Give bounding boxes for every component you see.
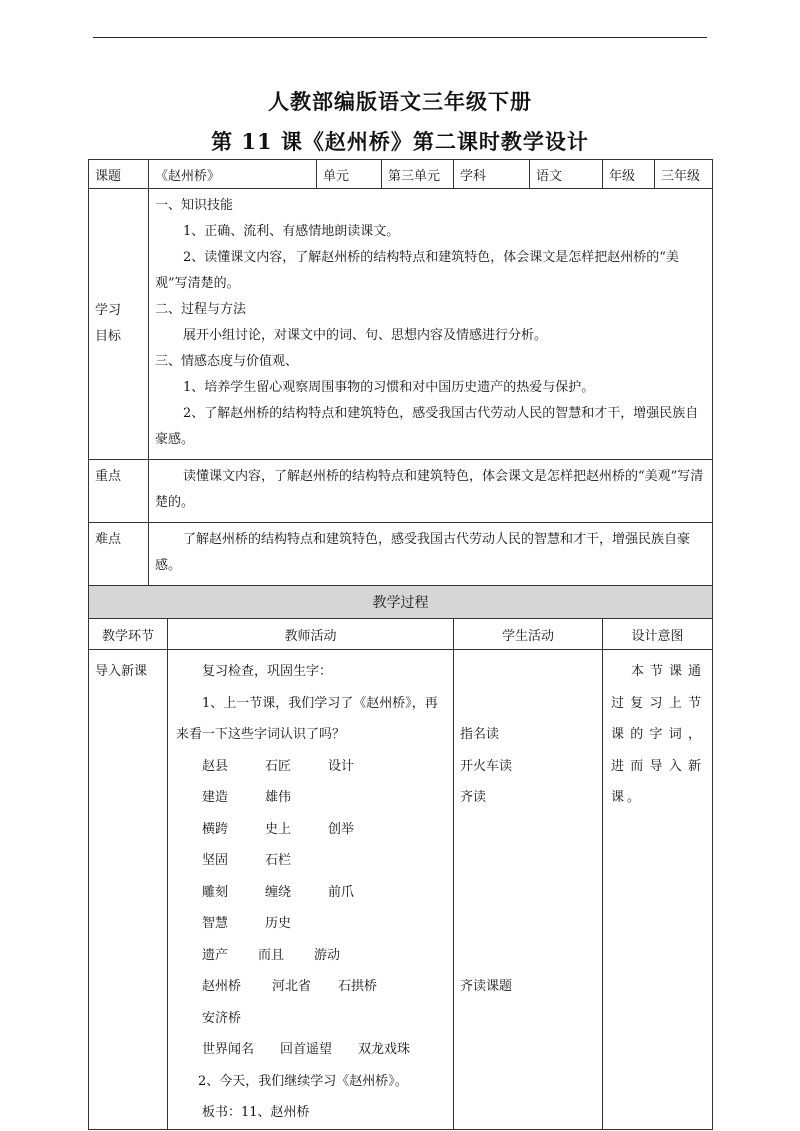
topic-label: 课题	[89, 160, 149, 189]
header-rule	[93, 37, 707, 38]
word-row	[176, 751, 445, 814]
teacher-question-1: 1、上一节课，我们学习了《赵州桥》，再来看一下这些字词认识了吗？	[176, 695, 438, 742]
objective-heading-knowledge: 一、知识技能	[155, 198, 234, 213]
word-row	[176, 1034, 445, 1066]
process-row-intro	[89, 650, 713, 1130]
objective-line: 展开小组讨论，对课文中的词、句、思想内容及情感进行分析。	[183, 328, 548, 343]
subject-label: 学科	[454, 160, 530, 189]
word: 历史	[265, 916, 292, 931]
word: 回首遥望	[280, 1042, 333, 1057]
word: 坚固	[202, 853, 229, 868]
student-action-3: 齐读	[460, 790, 487, 805]
grade-value: 三年级	[655, 160, 713, 189]
unit-label: 单元	[317, 160, 382, 189]
word: 赵州桥	[202, 979, 242, 994]
word-row	[176, 971, 445, 1034]
word: 石栏	[265, 853, 292, 868]
lesson-title: 第 11 课《赵州桥》第二课时教学设计	[211, 129, 589, 154]
student-action-1: 指名读	[460, 727, 500, 742]
difficulty-row	[89, 523, 713, 586]
col-student: 学生活动	[454, 619, 603, 650]
word: 世界闻名	[202, 1042, 255, 1057]
process-section-title: 教学过程	[89, 586, 713, 619]
objective-heading-process: 二、过程与方法	[155, 302, 247, 317]
word: 双龙戏珠	[358, 1042, 411, 1057]
process-column-headers	[89, 619, 713, 650]
topic-value: 《赵州桥》	[149, 160, 317, 189]
key-point-text: 读懂课文内容，了解赵州桥的结构特点和建筑特色，体会课文是怎样把赵州桥的“美观”写清楚的。	[149, 460, 713, 523]
word: 而且	[258, 947, 285, 963]
doc-title: 人教部编版语文三年级下册	[268, 89, 532, 114]
design-intent	[603, 650, 713, 1130]
key-point-row	[89, 460, 713, 523]
col-stage: 教学环节	[89, 619, 168, 650]
student-activity	[454, 650, 603, 1130]
word-row	[176, 814, 445, 877]
word: 赵县	[202, 758, 229, 774]
word: 前爪	[328, 884, 355, 900]
word: 游动	[314, 947, 341, 963]
key-point-label: 重点	[89, 460, 149, 523]
objectives-row	[89, 189, 713, 460]
objective-line: 2、读懂课文内容，了解赵州桥的结构特点和建筑特色，体会课文是怎样把赵州桥的“美观”写清楚的。	[155, 250, 679, 291]
word: 缠绕	[265, 884, 292, 900]
col-teacher: 教师活动	[168, 619, 454, 650]
student-action-2: 开火车读	[460, 758, 513, 774]
subject-value: 语文	[530, 160, 603, 189]
objective-line: 1、培养学生留心观察周围事物的习惯和对中国历史遗产的热爱与保护。	[183, 380, 595, 395]
word: 设计	[328, 758, 355, 774]
objectives-content	[149, 189, 713, 460]
unit-value: 第三单元	[382, 160, 454, 189]
student-action-4: 齐读课题	[460, 978, 513, 994]
word: 横跨	[202, 821, 229, 837]
teacher-activity	[168, 650, 454, 1130]
difficulty-label: 难点	[89, 523, 149, 586]
objectives-label-line2: 目标	[95, 329, 122, 344]
word: 创举	[328, 821, 355, 837]
process-section-header	[89, 586, 713, 619]
word-row	[176, 940, 445, 972]
word: 安济桥	[202, 1010, 242, 1026]
design-intent-text: 本节课通过复习上节课的字词，进而导入新课。	[611, 664, 705, 805]
word: 建造	[202, 790, 229, 805]
word: 石匠	[265, 758, 292, 774]
teacher-intro: 复习检查，巩固生字：	[202, 664, 333, 679]
objective-line: 1、正确、流利、有感情地朗读课文。	[183, 224, 400, 239]
info-row	[89, 160, 713, 189]
word: 遗产	[202, 947, 229, 963]
grade-label: 年级	[603, 160, 655, 189]
board-writing: 板书：11、赵州桥	[202, 1105, 310, 1120]
word: 史上	[265, 821, 292, 837]
objectives-label	[89, 189, 149, 460]
word: 河北省	[272, 979, 312, 994]
objective-heading-attitude: 三、情感态度与价值观、	[155, 354, 299, 369]
teacher-question-2: 2、今天，我们继续学习《赵州桥》。	[198, 1073, 408, 1089]
word: 雄伟	[265, 790, 292, 805]
word: 雕刻	[202, 884, 229, 900]
word: 智慧	[202, 916, 229, 931]
word: 石拱桥	[338, 979, 378, 994]
objective-line: 2、了解赵州桥的结构特点和建筑特色，感受我国古代劳动人民的智慧和才干，增强民族自豪感。	[155, 406, 699, 447]
difficulty-text: 了解赵州桥的结构特点和建筑特色，感受我国古代劳动人民的智慧和才干，增强民族自豪感。	[149, 523, 713, 586]
lesson-plan-table	[88, 159, 712, 1130]
col-intent: 设计意图	[603, 619, 713, 650]
objectives-label-line1: 学习	[95, 303, 122, 318]
word-row	[176, 877, 445, 940]
stage-intro: 导入新课	[89, 650, 168, 1130]
